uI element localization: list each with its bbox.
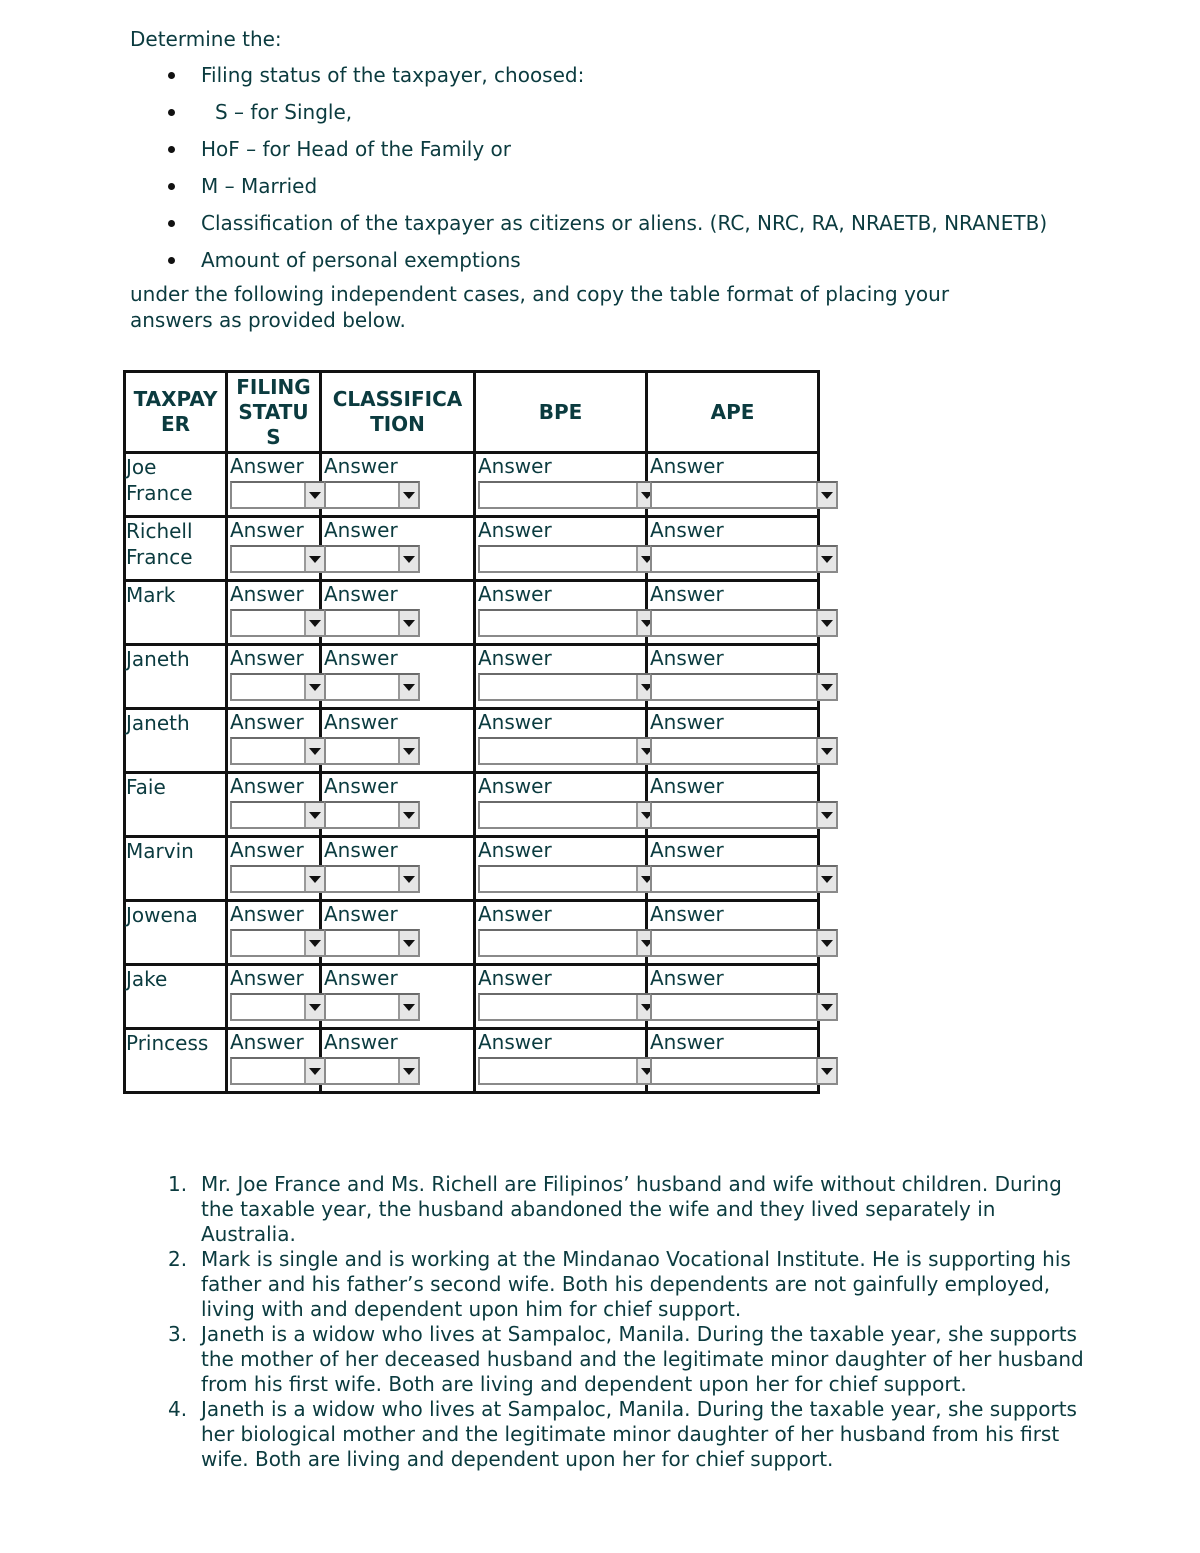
taxpayer-name: Marvin (125, 837, 227, 901)
answer-cell-body (648, 774, 817, 835)
answer-cell-body (228, 454, 319, 515)
answer-cell-body (476, 710, 645, 771)
filing-status-select[interactable] (230, 737, 326, 765)
answer-cell-body (228, 1030, 319, 1091)
table-row (125, 709, 819, 773)
ape-select[interactable] (650, 609, 838, 637)
chevron-down-icon[interactable] (304, 931, 324, 955)
classification-select[interactable] (324, 1057, 420, 1085)
answer-cell-body (322, 966, 473, 1027)
answer-cell-body (322, 646, 473, 707)
answer-label: Answer (478, 646, 552, 670)
header-bpe: BPE (475, 372, 647, 453)
answer-cell-body (228, 838, 319, 899)
case-list (130, 1172, 1090, 1472)
answer-label: Answer (650, 646, 724, 670)
answer-cell-bpe (475, 901, 647, 965)
answer-label: Answer (650, 1030, 724, 1054)
answer-cell-ape (647, 837, 819, 901)
chevron-down-icon[interactable] (304, 803, 324, 827)
answer-label: Answer (230, 582, 304, 606)
answer-cell-body (648, 710, 817, 771)
answer-label: Answer (650, 582, 724, 606)
instruction-list (130, 62, 1050, 273)
ape-select[interactable] (650, 737, 838, 765)
answer-label: Answer (230, 902, 304, 926)
chevron-down-icon[interactable] (398, 803, 418, 827)
header-classification: CLASSIFICA TION (321, 372, 475, 453)
classification-select[interactable] (324, 865, 420, 893)
answer-cell-classification (321, 581, 475, 645)
classification-select[interactable] (324, 481, 420, 509)
answer-label: Answer (324, 582, 398, 606)
ape-select[interactable] (650, 673, 838, 701)
answer-cell-body (322, 838, 473, 899)
answer-cell-bpe (475, 1029, 647, 1093)
chevron-down-icon[interactable] (398, 483, 418, 507)
chevron-down-icon[interactable] (398, 547, 418, 571)
answer-label: Answer (478, 774, 552, 798)
answer-cell-body (476, 582, 645, 643)
table-row (125, 453, 819, 517)
answer-label: Answer (650, 902, 724, 926)
chevron-down-icon[interactable] (398, 1059, 418, 1083)
answer-label: Answer (230, 838, 304, 862)
answer-label: Answer (230, 774, 304, 798)
answer-cell-filing-status (227, 965, 321, 1029)
chevron-down-icon[interactable] (304, 547, 324, 571)
answer-cell-body (648, 838, 817, 899)
bullet-item: Filing status of the taxpayer, choosed: (130, 62, 1050, 88)
answer-label: Answer (324, 518, 398, 542)
ape-select[interactable] (650, 481, 838, 509)
answer-cell-filing-status (227, 517, 321, 581)
answer-cell-classification (321, 965, 475, 1029)
filing-status-select[interactable] (230, 673, 326, 701)
answer-label: Answer (230, 454, 304, 478)
answer-cell-ape (647, 709, 819, 773)
filing-status-select[interactable] (230, 481, 326, 509)
bpe-select[interactable] (478, 481, 658, 509)
chevron-down-icon[interactable] (398, 739, 418, 763)
answer-cell-body (648, 646, 817, 707)
answer-cell-filing-status (227, 773, 321, 837)
filing-status-select[interactable] (230, 1057, 326, 1085)
answer-label: Answer (324, 774, 398, 798)
answer-cell-ape (647, 773, 819, 837)
table-row (125, 965, 819, 1029)
answer-cell-body (476, 518, 645, 579)
chevron-down-icon[interactable] (816, 483, 836, 507)
answer-label: Answer (324, 1030, 398, 1054)
answer-cell-bpe (475, 517, 647, 581)
answer-label: Answer (478, 518, 552, 542)
answer-cell-bpe (475, 645, 647, 709)
classification-select[interactable] (324, 737, 420, 765)
taxpayer-name: Janeth (125, 645, 227, 709)
chevron-down-icon[interactable] (816, 611, 836, 635)
case-item: 2. Mark is single and is working at the Mindanao Vocational Institute. He is supporting his father and his father’s second wife. Both his dependents are not gainfully employed, living with and dependent upon him for chief support. (168, 1247, 1071, 1321)
classification-select[interactable] (324, 609, 420, 637)
table-row (125, 581, 819, 645)
bpe-select[interactable] (478, 993, 658, 1021)
answer-label: Answer (478, 966, 552, 990)
chevron-down-icon[interactable] (304, 1059, 324, 1083)
answer-cell-body (476, 966, 645, 1027)
chevron-down-icon[interactable] (816, 547, 836, 571)
answer-cell-body (228, 518, 319, 579)
instructions (130, 26, 1050, 333)
answer-cell-body (228, 902, 319, 963)
answer-cell-bpe (475, 453, 647, 517)
answer-label: Answer (650, 966, 724, 990)
table-row (125, 1029, 819, 1093)
chevron-down-icon[interactable] (304, 483, 324, 507)
answer-cell-bpe (475, 581, 647, 645)
answer-label: Answer (478, 710, 552, 734)
answer-cell-filing-status (227, 837, 321, 901)
answer-label: Answer (650, 838, 724, 862)
answer-cell-body (648, 966, 817, 1027)
answer-cell-body (476, 838, 645, 899)
ape-select[interactable] (650, 1057, 838, 1085)
classification-select[interactable] (324, 673, 420, 701)
filing-status-select[interactable] (230, 865, 326, 893)
taxpayer-name: Princess (125, 1029, 227, 1093)
chevron-down-icon[interactable] (816, 995, 836, 1019)
header-ape: APE (647, 372, 819, 453)
answer-cell-body (648, 454, 817, 515)
table-row (125, 645, 819, 709)
table-header-row (125, 372, 819, 453)
answer-cell-body (228, 774, 319, 835)
header-taxpayer: TAXPAY ER (125, 372, 227, 453)
chevron-down-icon[interactable] (398, 611, 418, 635)
answer-label: Answer (650, 454, 724, 478)
answer-cell-ape (647, 645, 819, 709)
answer-cell-body (322, 774, 473, 835)
answer-label: Answer (324, 838, 398, 862)
answer-cell-bpe (475, 965, 647, 1029)
answer-cell-filing-status (227, 581, 321, 645)
chevron-down-icon[interactable] (304, 867, 324, 891)
chevron-down-icon[interactable] (398, 931, 418, 955)
answer-cell-classification (321, 1029, 475, 1093)
instructions-note: under the following independent cases, and copy the table format of placing your answers as provided below. (130, 282, 950, 332)
answer-label: Answer (230, 1030, 304, 1054)
instructions-heading: Determine the: (130, 27, 282, 51)
answer-cell-body (476, 774, 645, 835)
bpe-select[interactable] (478, 609, 658, 637)
answer-label: Answer (230, 646, 304, 670)
taxpayer-name: Mark (125, 581, 227, 645)
chevron-down-icon[interactable] (816, 803, 836, 827)
table-row (125, 837, 819, 901)
answer-cell-classification (321, 645, 475, 709)
bullet-item: S – for Single, (130, 99, 1050, 125)
answer-cell-body (228, 966, 319, 1027)
answer-cell-ape (647, 517, 819, 581)
answer-label: Answer (650, 774, 724, 798)
answer-cell-body (476, 454, 645, 515)
bpe-select[interactable] (478, 865, 658, 893)
ape-select[interactable] (650, 929, 838, 957)
classification-select[interactable] (324, 929, 420, 957)
ape-select[interactable] (650, 865, 838, 893)
table-row (125, 901, 819, 965)
classification-select[interactable] (324, 801, 420, 829)
answer-cell-body (228, 582, 319, 643)
filing-status-select[interactable] (230, 929, 326, 957)
answer-label: Answer (324, 454, 398, 478)
ape-select[interactable] (650, 801, 838, 829)
bullet-item: HoF – for Head of the Family or (130, 136, 1050, 162)
answer-label: Answer (230, 966, 304, 990)
bullet-item: Amount of personal exemptions (130, 247, 1050, 273)
answer-cell-body (228, 710, 319, 771)
header-filing-status: FILING STATU S (227, 372, 321, 453)
case-item: 3. Janeth is a widow who lives at Sampaloc, Manila. During the taxable year, she supports the mother of her deceased husband and the legitimate minor daughter of her husband from his first wife. Both are living and dependent upon her for chief support. (168, 1322, 1084, 1396)
table-row (125, 773, 819, 837)
chevron-down-icon[interactable] (304, 675, 324, 699)
table-row (125, 517, 819, 581)
answer-label: Answer (324, 710, 398, 734)
chevron-down-icon[interactable] (398, 675, 418, 699)
answer-cell-body (648, 518, 817, 579)
answer-cell-bpe (475, 773, 647, 837)
answer-cell-body (476, 902, 645, 963)
taxpayer-name: Jake (125, 965, 227, 1029)
bpe-select[interactable] (478, 545, 658, 573)
taxpayer-name: Faie (125, 773, 227, 837)
answer-cell-filing-status (227, 645, 321, 709)
answer-table (123, 370, 820, 1094)
answer-cell-body (476, 646, 645, 707)
answer-cell-body (648, 902, 817, 963)
filing-status-select[interactable] (230, 609, 326, 637)
chevron-down-icon[interactable] (816, 931, 836, 955)
answer-cell-classification (321, 453, 475, 517)
answer-cell-body (648, 1030, 817, 1091)
answer-label: Answer (324, 646, 398, 670)
answer-label: Answer (478, 582, 552, 606)
chevron-down-icon[interactable] (816, 867, 836, 891)
taxpayer-name: Richell France (125, 517, 227, 581)
filing-status-select[interactable] (230, 801, 326, 829)
chevron-down-icon[interactable] (398, 995, 418, 1019)
chevron-down-icon[interactable] (398, 867, 418, 891)
answer-cell-bpe (475, 709, 647, 773)
bpe-select[interactable] (478, 801, 658, 829)
classification-select[interactable] (324, 545, 420, 573)
answer-cell-filing-status (227, 453, 321, 517)
answer-label: Answer (478, 838, 552, 862)
answer-cell-body (476, 1030, 645, 1091)
bpe-select[interactable] (478, 737, 658, 765)
answer-cell-body (648, 582, 817, 643)
answer-cell-filing-status (227, 709, 321, 773)
answer-cell-body (322, 710, 473, 771)
case-item: 1. Mr. Joe France and Ms. Richell are Filipinos’ husband and wife without children. During the taxable year, the husband abandoned the wife and they lived separately in Australia. (168, 1172, 1062, 1246)
answer-cell-classification (321, 709, 475, 773)
chevron-down-icon[interactable] (816, 1059, 836, 1083)
filing-status-select[interactable] (230, 993, 326, 1021)
answer-cell-body (322, 454, 473, 515)
answer-cell-body (322, 582, 473, 643)
answer-label: Answer (230, 518, 304, 542)
answer-cell-classification (321, 517, 475, 581)
answer-cell-ape (647, 965, 819, 1029)
chevron-down-icon[interactable] (304, 611, 324, 635)
taxpayer-name: Janeth (125, 709, 227, 773)
answer-cell-body (322, 1030, 473, 1091)
answer-cell-filing-status (227, 1029, 321, 1093)
answer-cell-ape (647, 901, 819, 965)
answer-label: Answer (478, 902, 552, 926)
bpe-select[interactable] (478, 673, 658, 701)
answer-cell-classification (321, 837, 475, 901)
filing-status-select[interactable] (230, 545, 326, 573)
case-item: 4. Janeth is a widow who lives at Sampaloc, Manila. During the taxable year, she supports her biological mother and the legitimate minor daughter of her husband from his first wife. Both are living and dependent upon her for chief support. (168, 1397, 1077, 1471)
ape-select[interactable] (650, 993, 838, 1021)
taxpayer-name: Joe France (125, 453, 227, 517)
bullet-item: M – Married (130, 173, 1050, 199)
ape-select[interactable] (650, 545, 838, 573)
answer-label: Answer (324, 902, 398, 926)
answer-cell-ape (647, 453, 819, 517)
answer-cell-body (322, 902, 473, 963)
chevron-down-icon[interactable] (304, 995, 324, 1019)
answer-cell-body (228, 646, 319, 707)
chevron-down-icon[interactable] (304, 739, 324, 763)
answer-cell-classification (321, 901, 475, 965)
answer-label: Answer (650, 518, 724, 542)
answer-label: Answer (650, 710, 724, 734)
bpe-select[interactable] (478, 1057, 658, 1085)
chevron-down-icon[interactable] (816, 739, 836, 763)
answer-cell-classification (321, 773, 475, 837)
answer-label: Answer (230, 710, 304, 734)
answer-cell-filing-status (227, 901, 321, 965)
answer-cell-bpe (475, 837, 647, 901)
answer-cell-body (322, 518, 473, 579)
taxpayer-name: Jowena (125, 901, 227, 965)
answer-cell-ape (647, 1029, 819, 1093)
answer-cell-ape (647, 581, 819, 645)
answer-label: Answer (324, 966, 398, 990)
answer-label: Answer (478, 454, 552, 478)
answer-label: Answer (478, 1030, 552, 1054)
chevron-down-icon[interactable] (816, 675, 836, 699)
bpe-select[interactable] (478, 929, 658, 957)
classification-select[interactable] (324, 993, 420, 1021)
bullet-item: Classification of the taxpayer as citizens or aliens. (RC, NRC, RA, NRAETB, NRANETB) (130, 210, 1050, 236)
